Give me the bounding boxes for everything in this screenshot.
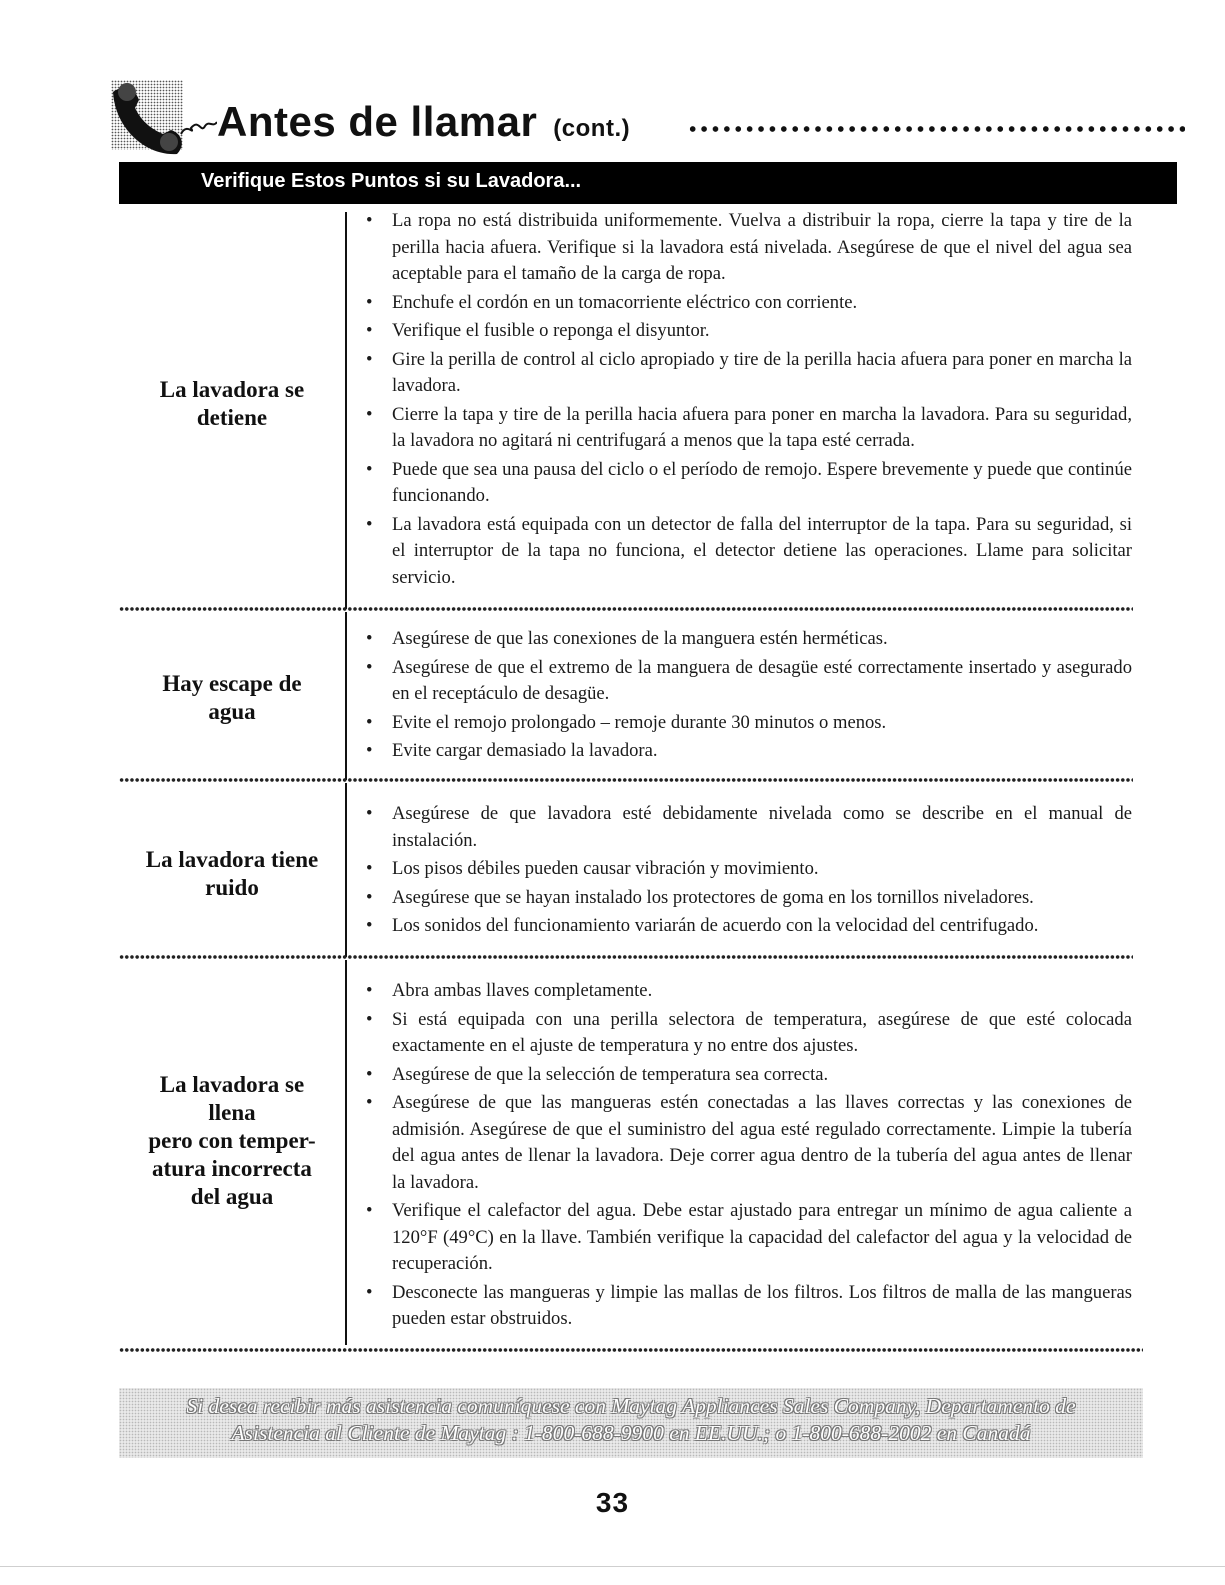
dotted-separator bbox=[119, 1347, 1143, 1353]
list-item: • Asegúrese de que el extremo de la manguera de desagüe esté correctamente insertado y asegurado en el receptáculo de desagüe. bbox=[366, 656, 1132, 704]
list-item: • La ropa no está distribuida uniformemente. Vuelva a distribuir la ropa, cierre la tapa y tire de la perilla hacia afuera. Verifique si la lavadora está nivelada. Asegúrese de que el nivel del agua sea aceptable para el tamaño de la carga de ropa. bbox=[366, 210, 1132, 284]
section-label-leak bbox=[119, 670, 345, 726]
section-label-noise bbox=[119, 846, 345, 902]
label-line: agua bbox=[208, 699, 256, 724]
section-items-stops bbox=[362, 208, 1132, 593]
dotted-separator bbox=[119, 777, 1133, 783]
list-item: • Asegúrese que se hayan instalado los protectores de goma en los tornillos niveladores. bbox=[362, 885, 1132, 912]
label-line: La lavadora tiene bbox=[145, 847, 319, 872]
list-item: • Enchufe el cordón en un tomacorriente eléctrico con corriente. bbox=[362, 290, 1132, 317]
list-item: • Verifique el fusible o reponga el disyuntor. bbox=[362, 318, 1132, 345]
page-number: 33 bbox=[595, 1487, 630, 1518]
page-title-cont: (cont.) bbox=[553, 115, 631, 142]
bullet-icon: • bbox=[366, 1281, 373, 1303]
dotted-separator bbox=[119, 606, 1133, 612]
list-item: • Asegúrese de que lavadora esté debidamente nivelada como se describe en el manual de instalación. bbox=[366, 803, 1132, 851]
list-item: • Si está equipada con una perilla selectora de temperatura, asegúrese de que esté colocada exactamente en el ajuste de temperatura y no entre dos ajustes. bbox=[366, 1008, 1132, 1056]
list-item: • Los pisos débiles pueden causar vibración y movimiento. bbox=[362, 856, 1132, 883]
bullet-icon: • bbox=[366, 803, 373, 824]
section-bar bbox=[119, 162, 1177, 204]
assistance-text bbox=[143, 1393, 1119, 1447]
title-dot-leader bbox=[687, 124, 1185, 134]
assistance-line: Si desea recibir más asistencia comuníquese con Maytag Appliances Sales Company, Departamento de bbox=[186, 1394, 1076, 1418]
list-item: • Los sonidos del funcionamiento variarán de acuerdo con la velocidad del centrifugado. bbox=[362, 913, 1132, 940]
bullet-icon: • bbox=[366, 711, 373, 733]
bullet-icon: • bbox=[366, 291, 373, 313]
list-item: • Evite cargar demasiado la lavadora. bbox=[362, 738, 1132, 765]
bullet-icon: • bbox=[366, 858, 373, 879]
bullet-icon: • bbox=[366, 1063, 373, 1085]
assistance-line: Asistencia al Cliente de Maytag : 1-800-688-9900 en EE.UU.; o 1-800-688-2002 en Canadá bbox=[231, 1421, 1031, 1445]
column-divider bbox=[345, 612, 347, 780]
bullet-icon: • bbox=[366, 1008, 373, 1030]
section-items-noise bbox=[362, 801, 1132, 942]
column-divider bbox=[345, 960, 347, 1345]
list-item: • Puede que sea una pausa del ciclo o el período de remojo. Espere brevemente y puede que continúe funcionando. bbox=[366, 458, 1132, 506]
label-line: Hay escape de bbox=[162, 671, 302, 696]
label-line: del agua bbox=[190, 1184, 274, 1209]
column-divider bbox=[345, 783, 347, 957]
list-item: • Asegúrese de que las conexiones de la manguera estén herméticas. bbox=[362, 626, 1132, 653]
list-item: • Cierre la tapa y tire de la perilla hacia afuera para poner en marcha la lavadora. Para su seguridad, la lavadora no agitará ni centrifugará a menos que la tapa esté cerrada. bbox=[366, 403, 1132, 451]
list-item: • La lavadora está equipada con un detector de falla del interruptor de la tapa. Para su seguridad, si el interruptor de la tapa no funciona, el detector detiene las operaciones. Llame para solicitar servicio. bbox=[366, 513, 1132, 588]
assistance-banner bbox=[119, 1388, 1143, 1458]
page-title-text: Antes de llamar bbox=[217, 98, 538, 145]
bullet-icon: • bbox=[366, 628, 373, 649]
section-bar-label: Verifique Estos Puntos si su Lavadora... bbox=[201, 170, 582, 192]
bullet-icon: • bbox=[366, 403, 373, 425]
label-line: La lavadora se bbox=[159, 1072, 305, 1097]
column-divider bbox=[345, 212, 347, 609]
bullet-icon: • bbox=[366, 513, 373, 535]
label-line: atura incorrecta bbox=[152, 1156, 312, 1181]
bullet-icon: • bbox=[366, 915, 373, 936]
section-label-temperature bbox=[119, 1071, 345, 1211]
label-line: pero con temper- bbox=[148, 1128, 316, 1153]
section-items-temperature bbox=[362, 978, 1132, 1335]
page-header bbox=[105, 72, 1185, 160]
list-item: • Desconecte las mangueras y limpie las mallas de los filtros. Los filtros de malla de las mangueras pueden estar obstruidos. bbox=[366, 1281, 1132, 1329]
section-label-stops bbox=[119, 376, 345, 432]
telephone-handset-icon bbox=[105, 74, 217, 160]
list-item: • Evite el remojo prolongado – remoje durante 30 minutos o menos. bbox=[362, 710, 1132, 737]
section-items-leak bbox=[362, 626, 1132, 767]
bullet-icon: • bbox=[366, 980, 373, 1001]
list-item: • Abra ambas llaves completamente. bbox=[362, 978, 1132, 1005]
bullet-icon: • bbox=[366, 458, 373, 480]
page-title bbox=[217, 98, 630, 146]
bullet-icon: • bbox=[366, 320, 373, 341]
label-line: La lavadora se bbox=[159, 377, 305, 402]
dotted-separator bbox=[119, 954, 1133, 960]
bullet-icon: • bbox=[366, 210, 373, 231]
list-item: • Asegúrese de que la selección de temperatura sea correcta. bbox=[362, 1062, 1132, 1089]
bullet-icon: • bbox=[366, 1200, 373, 1221]
list-item: • Verifique el calefactor del agua. Debe estar ajustado para entregar un mínimo de agua caliente a 120°F (49°C) en la llave. También verifique la capacidad del calefactor del agua y la velocidad de recuperación. bbox=[366, 1200, 1132, 1274]
bottom-rule bbox=[0, 1566, 1225, 1567]
list-item: • Gire la perilla de control al ciclo apropiado y tire de la perilla hacia afuera para poner en marcha la lavadora. bbox=[366, 348, 1132, 396]
label-line: llena bbox=[208, 1100, 256, 1125]
bullet-icon: • bbox=[366, 656, 373, 678]
bullet-icon: • bbox=[366, 886, 373, 908]
bullet-icon: • bbox=[366, 1092, 373, 1113]
bullet-icon: • bbox=[366, 348, 373, 370]
label-line: detiene bbox=[196, 405, 268, 430]
bullet-icon: • bbox=[366, 740, 373, 761]
label-line: ruido bbox=[205, 875, 259, 900]
list-item: • Asegúrese de que las mangueras estén conectadas a las llaves correctas y las conexiones de admisión. Asegúrese de que el suministro del agua esté regulado correctamente. Limpie la tubería del agua antes de llenar la lavadora. Deje correr agua dentro de la tubería del agua antes de llenar la lavadora. bbox=[366, 1092, 1132, 1193]
